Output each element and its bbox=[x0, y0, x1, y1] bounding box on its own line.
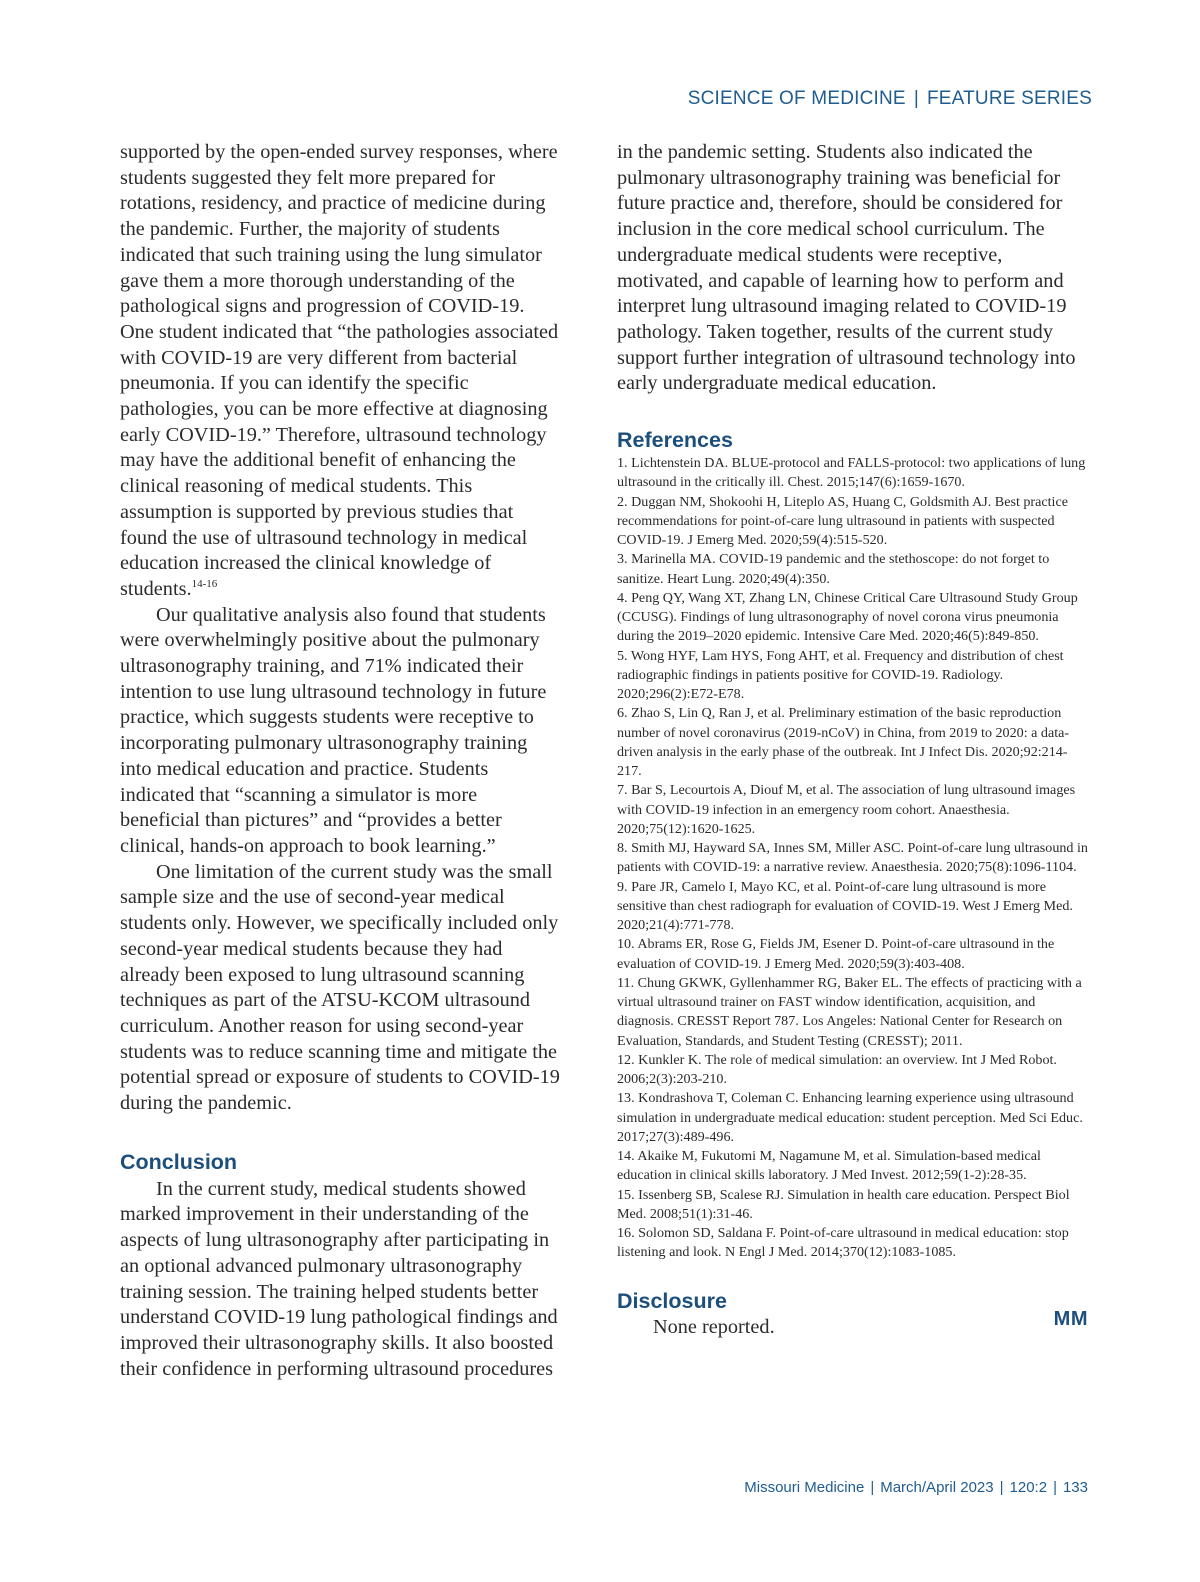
references-heading: References bbox=[617, 428, 733, 453]
reference-item: 10. Abrams ER, Rose G, Fields JM, Esener D. Point-of-care ultrasound in the evaluation of COVID-19. J Emerg Med. 2020;59(3):403-408. bbox=[617, 936, 1055, 972]
continuation-paragraph: in the pandemic setting. Students also indicated the pulmonary ultrasonography training was beneficial for future practice and, therefore, should be considered for inclusion in the core medical school curriculum. The undergraduate medical students were receptive, motivated, and capable of learning how to perform and interpret lung ultrasound imaging related to COVID-19 pathology. Taken together, results of the current study support further integration of ultrasound technology into early undergraduate medical education. bbox=[617, 141, 1076, 395]
citation-superscript: 14-16 bbox=[191, 577, 218, 590]
right-column bbox=[617, 140, 1090, 1342]
reference-item: 5. Wong HYF, Lam HYS, Fong AHT, et al. Frequency and distribution of chest radiographic findings in patients positive for COVID-19. Radiology. 2020;296(2):E72-E78. bbox=[617, 647, 1064, 703]
reference-item: 15. Issenberg SB, Scalese RJ. Simulation in health care education. Perspect Biol Med. 2008;51(1):31-46. bbox=[617, 1186, 1070, 1222]
reference-item: 8. Smith MJ, Hayward SA, Innes SM, Miller ASC. Point-of-care lung ultrasound in patients with COVID-19: a narrative review. Anaesthesia. 2020;75(8):1096-1104. bbox=[617, 840, 1088, 876]
reference-item: 1. Lichtenstein DA. BLUE-protocol and FALLS-protocol: two applications of lung ultrasound in the critically ill. Chest. 2015;147(6):1659-1670. bbox=[617, 455, 1086, 491]
conclusion-paragraph: In the current study, medical students showed marked improvement in their understanding of the aspects of lung ultrasonography after participating in an optional advanced pulmonary ultrasonography training session. The training helped students better understand COVID-19 lung pathological findings and improved their ultrasonography skills. It also boosted their confidence in performing ultrasound procedures bbox=[120, 1177, 558, 1380]
series-label: FEATURE SERIES bbox=[926, 88, 1092, 109]
disclosure-text: None reported. bbox=[653, 1315, 775, 1338]
mm-logo: MM bbox=[1053, 1307, 1088, 1330]
reference-item: 3. Marinella MA. COVID-19 pandemic and the stethoscope: do not forget to sanitize. Heart Lung. 2020;49(4):350. bbox=[617, 551, 1050, 587]
journal-name: Missouri Medicine bbox=[744, 1479, 865, 1496]
reference-item: 6. Zhao S, Lin Q, Ran J, et al. Preliminary estimation of the basic reproduction number of novel coronavirus (2019-nCoV) in China, from 2019 to 2020: a data-driven analysis in the early phase of the outbreak. Int J Infect Dis. 2020;92:214-217. bbox=[617, 705, 1070, 780]
reference-item: 9. Pare JR, Camelo I, Mayo KC, et al. Point-of-care lung ultrasound is more sensitive than chest radiograph for evaluation of COVID-19. West J Emerg Med. 2020;21(4):771-778. bbox=[617, 878, 1073, 934]
page-footer bbox=[744, 1479, 1088, 1496]
separator: | bbox=[1053, 1479, 1057, 1496]
running-head bbox=[688, 88, 1092, 110]
separator: | bbox=[870, 1479, 875, 1496]
disclosure-row bbox=[617, 1307, 1090, 1342]
body-paragraph: Our qualitative analysis also found that students were overwhelmingly positive about the pulmonary ultrasonography training, and 71% indicated their intention to use lung ultrasound technology in future practice, which suggests students were receptive to incorporating pulmonary ultrasonography training into medical education and practice. Students indicated that “scanning a simulator is more beneficial than pictures” and “provides a better clinical, hands-on approach to book learning.” bbox=[120, 603, 547, 857]
reference-item: 11. Chung GKWK, Gyllenhammer RG, Baker EL. The effects of practicing with a virtual ultrasound trainer on FAST window identification, acquisition, and diagnosis. CRESST Report 787. Los Angeles: National Center for Research on Evaluation, Standards, and Student Testing (CRESST); 2011. bbox=[617, 974, 1082, 1049]
body-paragraph: One limitation of the current study was the small sample size and the use of second-year medical students only. However, we specifically included only second-year medical students because they had already been exposed to lung ultrasound scanning techniques as part of the ATSU-KCOM ultrasound curriculum. Another reason for using second-year students was to reduce scanning time and mitigate the potential spread or exposure of students to COVID-19 during the pandemic. bbox=[120, 860, 560, 1115]
reference-item: 14. Akaike M, Fukutomi M, Nagamune M, et al. Simulation-based medical education in clinical skills laboratory. J Med Invest. 2012;59(1-2):28-35. bbox=[617, 1148, 1041, 1184]
conclusion-heading: Conclusion bbox=[120, 1149, 238, 1174]
disclosure-heading: Disclosure bbox=[617, 1288, 727, 1313]
separator: | bbox=[913, 88, 919, 109]
body-paragraph: supported by the open-ended survey responses, where students suggested they felt more prepared for rotations, residency, and practice of medicine during the pandemic. Further, the majority of students indicated that such training using the lung simulator gave them a more thorough understanding of the pathological signs and progression of COVID-19. One student indicated that “the pathologies associated with COVID-19 are very different from bacterial pneumonia. If you can identify the specific pathologies, you can be more effective at diagnosing early COVID-19.” Therefore, ultrasound technology may have the additional benefit of enhancing the clinical reasoning of medical students. This assumption is supported by previous studies that found the use of ultrasound technology in medical education increased the clinical knowledge of students.$^{14-16}$ bbox=[120, 141, 559, 600]
reference-item: 7. Bar S, Lecourtois A, Diouf M, et al. The association of lung ultrasound images with COVID-19 infection in an emergency room cohort. Anaesthesia. 2020;75(12):1620-1625. bbox=[617, 782, 1076, 837]
section-label: SCIENCE OF MEDICINE bbox=[687, 88, 906, 109]
left-column bbox=[120, 140, 562, 1382]
reference-item: 12. Kunkler K. The role of medical simulation: an overview. Int J Med Robot. 2006;2(3):203-210. bbox=[617, 1051, 1057, 1088]
volume-number: 120:2 bbox=[1009, 1479, 1048, 1496]
page-number: 133 bbox=[1062, 1479, 1088, 1496]
issue-date: March/April 2023 bbox=[880, 1479, 994, 1496]
separator: | bbox=[999, 1479, 1004, 1496]
reference-item: 2. Duggan NM, Shokoohi H, Liteplo AS, Huang C, Goldsmith AJ. Best practice recommendations for point-of-care lung ultrasound in patients with suspected COVID-19. J Emerg Med. 2020;59(4):515-520. bbox=[617, 493, 1068, 549]
reference-item: 16. Solomon SD, Saldana F. Point-of-care ultrasound in medical education: stop listening and look. N Engl J Med. 2014;370(12):1083-1085. bbox=[617, 1225, 1069, 1261]
reference-list bbox=[617, 454, 1090, 1263]
reference-item: 4. Peng QY, Wang XT, Zhang LN, Chinese Critical Care Ultrasound Study Group (CCUSG). Findings of lung ultrasonography of novel corona virus pneumonia during the 2019–2020 epidemic. Intensive Care Med. 2020;46(5):849-850. bbox=[617, 589, 1078, 645]
reference-item: 13. Kondrashova T, Coleman C. Enhancing learning experience using ultrasound simulation in undergraduate medical education: student perception. Med Sci Educ. 2017;27(3):489-496. bbox=[617, 1090, 1083, 1145]
